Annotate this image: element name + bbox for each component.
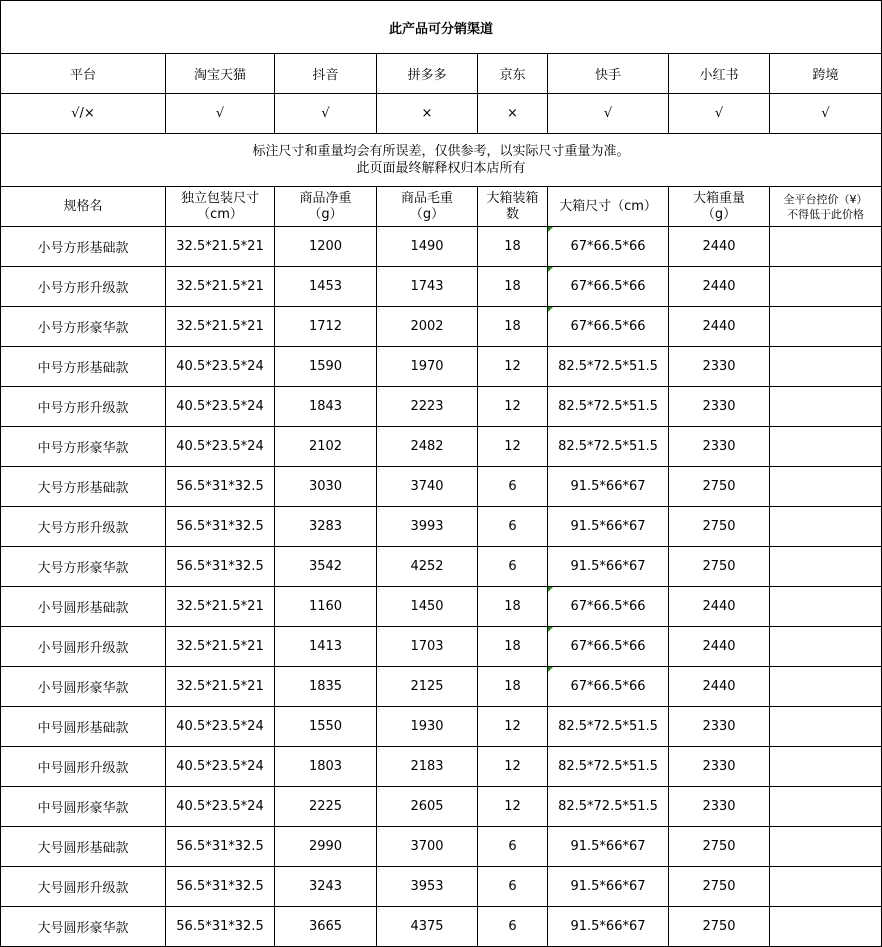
box-size-cell[interactable]: 91.5*66*67 [548,467,669,507]
availability-mark-cell[interactable]: √ [275,94,377,134]
box-weight-cell[interactable]: 2440 [669,587,770,627]
net-weight-cell[interactable]: 2990 [275,827,377,867]
spec-name-cell[interactable]: 中号圆形升级款 [1,747,166,787]
package-size-cell[interactable]: 32.5*21.5*21 [166,627,275,667]
net-weight-cell[interactable]: 3665 [275,907,377,947]
gross-weight-cell[interactable]: 3993 [377,507,478,547]
box-size-cell[interactable]: 82.5*72.5*51.5 [548,427,669,467]
cell-marker-icon [548,627,553,632]
box-count-cell[interactable]: 12 [478,787,548,827]
price-control-cell[interactable] [770,747,882,787]
gross-weight-cell[interactable]: 2125 [377,667,478,707]
gross-weight-cell[interactable]: 1703 [377,627,478,667]
col-header-box-count[interactable] [478,187,548,227]
box-count-cell[interactable]: 18 [478,227,548,267]
platform-name-cell[interactable]: 拼多多 [377,54,478,94]
box-count-cell[interactable]: 6 [478,507,548,547]
box-weight-cell[interactable]: 2440 [669,307,770,347]
header-line: 商品净重 [299,190,352,206]
table-row [1,227,882,267]
header-line: （g） [701,206,737,222]
box-size-cell[interactable]: 91.5*66*67 [548,867,669,907]
spec-name-cell[interactable]: 中号圆形豪华款 [1,787,166,827]
table-row [1,507,882,547]
net-weight-cell[interactable]: 3283 [275,507,377,547]
spec-name-cell[interactable]: 小号圆形豪华款 [1,667,166,707]
table-row [1,627,882,667]
platform-name-cell[interactable]: 小红书 [669,54,770,94]
cell-marker-icon [548,587,553,592]
price-control-cell[interactable] [770,667,882,707]
price-control-cell[interactable] [770,467,882,507]
column-header-row [1,187,882,227]
header-line: （g） [308,206,343,222]
table-row [1,427,882,467]
box-size-cell[interactable]: 67*66.5*66 [548,227,669,267]
box-count-cell[interactable]: 6 [478,867,548,907]
net-weight-cell[interactable]: 3542 [275,547,377,587]
package-size-cell[interactable]: 32.5*21.5*21 [166,667,275,707]
box-size-cell[interactable]: 91.5*66*67 [548,907,669,947]
box-weight-cell[interactable]: 2750 [669,827,770,867]
net-weight-cell[interactable]: 3243 [275,867,377,907]
package-size-cell[interactable]: 56.5*31*32.5 [166,467,275,507]
spec-name-cell[interactable]: 小号方形豪华款 [1,307,166,347]
box-count-cell[interactable]: 18 [478,267,548,307]
cell-marker-icon [548,267,553,272]
table-row [1,587,882,627]
header-line: 商品毛重 [400,190,453,206]
header-line: （cm） [197,206,243,222]
header-line: 不得低于此价格 [787,207,864,221]
price-control-cell[interactable] [770,507,882,547]
net-weight-cell[interactable]: 1803 [275,747,377,787]
availability-mark-cell[interactable]: √ [770,94,882,134]
price-control-cell[interactable] [770,627,882,667]
col-header-box-weight[interactable] [669,187,770,227]
box-count-cell[interactable]: 12 [478,707,548,747]
platform-name-cell[interactable]: 抖音 [275,54,377,94]
gross-weight-cell[interactable]: 2002 [377,307,478,347]
platform-name-cell[interactable]: 京东 [478,54,548,94]
net-weight-cell[interactable]: 2102 [275,427,377,467]
spec-name-cell[interactable]: 中号方形升级款 [1,387,166,427]
net-weight-cell[interactable]: 1453 [275,267,377,307]
net-weight-cell[interactable]: 1413 [275,627,377,667]
box-weight-cell[interactable]: 2750 [669,907,770,947]
price-control-cell[interactable] [770,427,882,467]
disclaimer-cell[interactable] [1,134,882,187]
box-weight-cell[interactable]: 2330 [669,707,770,747]
box-count-cell[interactable]: 6 [478,827,548,867]
box-weight-cell[interactable]: 2750 [669,507,770,547]
availability-legend-cell[interactable]: √/× [1,94,166,134]
box-size-cell[interactable]: 67*66.5*66 [548,667,669,707]
box-count-cell[interactable]: 18 [478,307,548,347]
disclaimer-line: 标注尺寸和重量均会有所误差，仅供参考，以实际尺寸重量为准。 [252,144,630,159]
availability-mark-cell[interactable]: √ [548,94,669,134]
package-size-cell[interactable]: 56.5*31*32.5 [166,507,275,547]
gross-weight-cell[interactable]: 4252 [377,547,478,587]
spec-name-cell[interactable]: 大号圆形豪华款 [1,907,166,947]
package-size-cell[interactable]: 40.5*23.5*24 [166,787,275,827]
box-weight-cell[interactable]: 2330 [669,387,770,427]
box-weight-cell[interactable]: 2440 [669,667,770,707]
header-line: 独立包装尺寸 [180,190,259,206]
gross-weight-cell[interactable]: 1450 [377,587,478,627]
package-size-cell[interactable]: 40.5*23.5*24 [166,427,275,467]
table-row [1,387,882,427]
spec-name-cell[interactable]: 小号方形基础款 [1,227,166,267]
spec-name-cell[interactable]: 中号方形豪华款 [1,427,166,467]
spec-name-cell[interactable]: 大号方形基础款 [1,467,166,507]
table-row [1,667,882,707]
table-row [1,467,882,507]
table-row [1,787,882,827]
box-count-cell[interactable]: 6 [478,907,548,947]
availability-mark-cell[interactable]: × [478,94,548,134]
spec-name-cell[interactable]: 小号方形升级款 [1,267,166,307]
platform-name-cell[interactable]: 淘宝天猫 [166,54,275,94]
package-size-cell[interactable]: 40.5*23.5*24 [166,747,275,787]
package-size-cell[interactable]: 56.5*31*32.5 [166,867,275,907]
box-size-cell[interactable]: 82.5*72.5*51.5 [548,347,669,387]
spec-name-cell[interactable]: 中号圆形基础款 [1,707,166,747]
box-count-cell[interactable]: 18 [478,667,548,707]
box-size-cell[interactable]: 82.5*72.5*51.5 [548,787,669,827]
box-weight-cell[interactable]: 2440 [669,627,770,667]
platform-name-cell[interactable]: 快手 [548,54,669,94]
box-count-cell[interactable]: 18 [478,627,548,667]
net-weight-cell[interactable]: 3030 [275,467,377,507]
package-size-cell[interactable]: 40.5*23.5*24 [166,347,275,387]
table-row [1,267,882,307]
box-weight-cell[interactable]: 2440 [669,227,770,267]
spec-name-cell[interactable]: 大号圆形升级款 [1,867,166,907]
price-control-cell[interactable] [770,707,882,747]
platform-availability-row [1,94,882,134]
package-size-cell[interactable]: 32.5*21.5*21 [166,227,275,267]
cell-marker-icon [548,307,553,312]
box-count-cell[interactable]: 12 [478,747,548,787]
table-row [1,707,882,747]
spec-name-cell[interactable]: 大号方形豪华款 [1,547,166,587]
package-size-cell[interactable]: 56.5*31*32.5 [166,907,275,947]
box-weight-cell[interactable]: 2750 [669,547,770,587]
box-weight-cell[interactable]: 2330 [669,427,770,467]
net-weight-cell[interactable]: 2225 [275,787,377,827]
header-line: 全平台控价（¥） [783,192,868,206]
spec-name-cell[interactable]: 大号圆形基础款 [1,827,166,867]
table-row [1,747,882,787]
net-weight-cell[interactable]: 1550 [275,707,377,747]
box-weight-cell[interactable]: 2440 [669,267,770,307]
price-control-cell[interactable] [770,307,882,347]
box-size-cell[interactable]: 82.5*72.5*51.5 [548,707,669,747]
net-weight-cell[interactable]: 1843 [275,387,377,427]
box-size-cell[interactable]: 91.5*66*67 [548,827,669,867]
spec-name-cell[interactable]: 小号圆形基础款 [1,587,166,627]
net-weight-cell[interactable]: 1835 [275,667,377,707]
package-size-cell[interactable]: 32.5*21.5*21 [166,587,275,627]
col-header-gross-weight[interactable] [377,187,478,227]
net-weight-cell[interactable]: 1160 [275,587,377,627]
box-count-cell[interactable]: 6 [478,467,548,507]
platform-header-cell[interactable]: 平台 [1,54,166,94]
price-control-cell[interactable] [770,867,882,907]
package-size-cell[interactable]: 56.5*31*32.5 [166,547,275,587]
box-size-cell[interactable]: 82.5*72.5*51.5 [548,747,669,787]
price-control-cell[interactable] [770,547,882,587]
price-control-cell[interactable] [770,227,882,267]
col-header-spec[interactable]: 规格名 [1,187,166,227]
gross-weight-cell[interactable]: 1490 [377,227,478,267]
package-size-cell[interactable]: 40.5*23.5*24 [166,707,275,747]
net-weight-cell[interactable]: 1712 [275,307,377,347]
table-row [1,827,882,867]
disclaimer-line: 此页面最终解释权归本店所有 [356,161,526,176]
box-count-cell[interactable]: 18 [478,587,548,627]
box-size-cell[interactable]: 67*66.5*66 [548,267,669,307]
box-weight-cell[interactable]: 2330 [669,787,770,827]
availability-mark-cell[interactable]: √ [166,94,275,134]
availability-mark-cell[interactable]: √ [669,94,770,134]
col-header-net-weight[interactable] [275,187,377,227]
price-control-cell[interactable] [770,787,882,827]
box-size-cell[interactable]: 67*66.5*66 [548,627,669,667]
header-line: 大箱重量 [692,190,745,206]
cell-marker-icon [548,227,553,232]
box-weight-cell[interactable]: 2750 [669,867,770,907]
box-size-cell[interactable]: 67*66.5*66 [548,307,669,347]
col-header-price-control[interactable] [770,187,882,227]
gross-weight-cell[interactable]: 2482 [377,427,478,467]
box-weight-cell[interactable]: 2750 [669,467,770,507]
box-size-cell[interactable]: 91.5*66*67 [548,547,669,587]
platform-name-cell[interactable]: 跨境 [770,54,882,94]
gross-weight-cell[interactable]: 1930 [377,707,478,747]
box-count-cell[interactable]: 6 [478,547,548,587]
gross-weight-cell[interactable]: 2605 [377,787,478,827]
package-size-cell[interactable]: 32.5*21.5*21 [166,267,275,307]
gross-weight-cell[interactable]: 3700 [377,827,478,867]
spec-name-cell[interactable]: 小号圆形升级款 [1,627,166,667]
net-weight-cell[interactable]: 1590 [275,347,377,387]
box-weight-cell[interactable]: 2330 [669,747,770,787]
price-control-cell[interactable] [770,907,882,947]
box-size-cell[interactable]: 67*66.5*66 [548,587,669,627]
gross-weight-cell[interactable]: 1970 [377,347,478,387]
box-count-cell[interactable]: 12 [478,427,548,467]
box-size-cell[interactable]: 91.5*66*67 [548,507,669,547]
platform-name-row [1,54,882,94]
header-line: 大箱装箱 [486,190,539,206]
box-count-cell[interactable]: 12 [478,387,548,427]
spec-name-cell[interactable]: 大号方形升级款 [1,507,166,547]
price-control-cell[interactable] [770,267,882,307]
price-control-cell[interactable] [770,587,882,627]
package-size-cell[interactable]: 56.5*31*32.5 [166,827,275,867]
package-size-cell[interactable]: 40.5*23.5*24 [166,387,275,427]
table-row [1,867,882,907]
col-header-package-size[interactable] [166,187,275,227]
price-control-cell[interactable] [770,347,882,387]
table-title[interactable]: 此产品可分销渠道 [1,1,882,54]
header-line: 数 [505,206,519,222]
cell-marker-icon [548,667,553,672]
availability-mark-cell[interactable]: × [377,94,478,134]
gross-weight-cell[interactable]: 3740 [377,467,478,507]
gross-weight-cell[interactable]: 2223 [377,387,478,427]
table-row [1,347,882,387]
col-header-box-size[interactable]: 大箱尺寸（cm） [548,187,669,227]
box-size-cell[interactable]: 82.5*72.5*51.5 [548,387,669,427]
gross-weight-cell[interactable]: 4375 [377,907,478,947]
package-size-cell[interactable]: 32.5*21.5*21 [166,307,275,347]
spec-name-cell[interactable]: 中号方形基础款 [1,347,166,387]
net-weight-cell[interactable]: 1200 [275,227,377,267]
box-weight-cell[interactable]: 2330 [669,347,770,387]
price-control-cell[interactable] [770,387,882,427]
table-row [1,307,882,347]
price-control-cell[interactable] [770,827,882,867]
table-row [1,547,882,587]
header-line: （g） [409,206,445,222]
gross-weight-cell[interactable]: 1743 [377,267,478,307]
gross-weight-cell[interactable]: 3953 [377,867,478,907]
box-count-cell[interactable]: 12 [478,347,548,387]
gross-weight-cell[interactable]: 2183 [377,747,478,787]
table-row [1,907,882,947]
